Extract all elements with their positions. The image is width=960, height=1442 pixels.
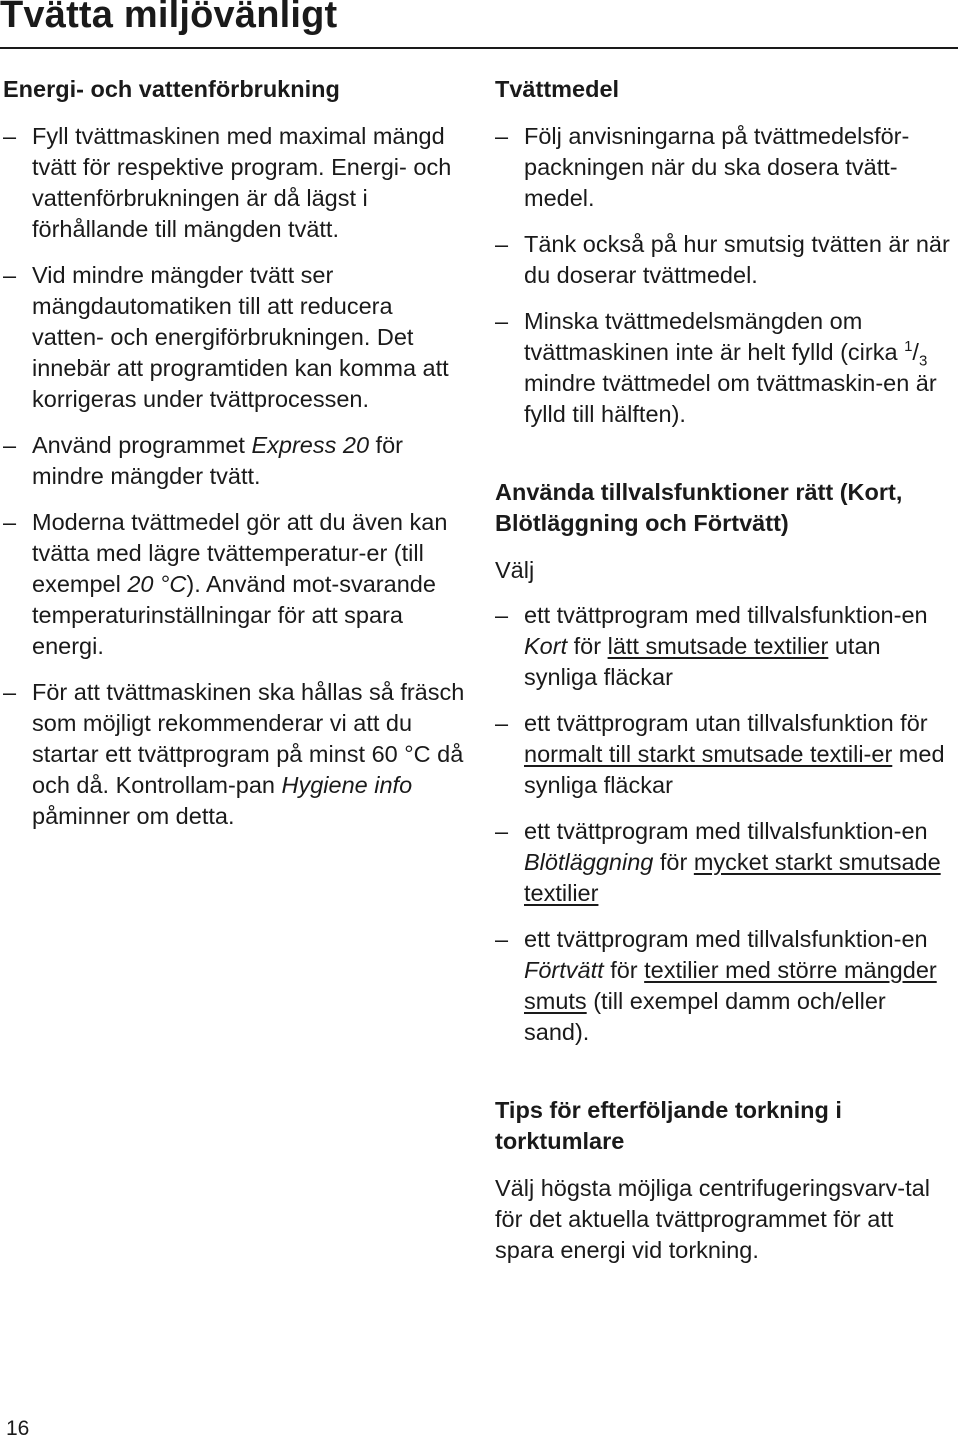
list-item-text: För att tvättmaskinen ska hållas så fräsch som möjligt rekommenderar vi att du startar ett tvättprogram på minst 60 °C då och då. Kontrollam-pan [32, 679, 465, 798]
dash-bullet: – [3, 432, 17, 458]
soil-level: lätt smutsade textilier [607, 633, 829, 659]
dash-bullet: – [3, 262, 17, 288]
dash-bullet: – [495, 308, 509, 334]
list-item-text: för [603, 957, 645, 983]
list-item-text: utan synliga fläckar [524, 633, 881, 690]
options-intro: Välj [495, 557, 535, 583]
section-heading-detergent: Tvättmedel [495, 76, 620, 102]
list-item-text: (till exempel damm och/eller sand). [524, 988, 886, 1045]
list-item-text: Använd programmet [32, 432, 252, 458]
options-list [495, 600, 955, 1048]
list-item-text: Fyll tvättmaskinen med maximal mängd tvätt för respektive program. Energi- och vattenförbrukningen är då lägst i förhållande till mängden tvätt. [32, 123, 452, 242]
soil-level: normalt till starkt smutsade textili-er [524, 741, 893, 767]
option-name: Förtvätt [524, 957, 604, 983]
dash-bullet: – [495, 926, 509, 952]
list-item-text: ett tvättprogram med tillvalsfunktion-en [524, 602, 928, 628]
dash-bullet: – [495, 123, 509, 149]
dash-bullet: – [3, 679, 17, 705]
list-item [495, 924, 955, 1048]
list-item-text: Minska tvättmedelsmängden om tvättmaskinen inte är helt fylld (cirka [524, 308, 905, 365]
list-item-text: mindre tvättmedel om tvättmaskin-en är fylld till hälften). [524, 370, 937, 427]
energy-list [3, 121, 469, 832]
list-item-text: Moderna tvättmedel gör att du även kan tvätta med lägre tvättemperatur-er (till exempel [32, 509, 448, 597]
dash-bullet: – [495, 818, 509, 844]
list-item [3, 430, 469, 492]
fraction-slash: / [912, 339, 919, 365]
section-heading-options: Använda tillvalsfunktioner rätt (Kort, Blötläggning och Förtvätt) [495, 479, 903, 536]
dash-bullet: – [495, 710, 509, 736]
dash-bullet: – [495, 231, 509, 257]
list-item [3, 507, 469, 662]
page-number: 16 [6, 1417, 30, 1440]
list-item-text: Följ anvisningarna på tvättmedelsför-packningen när du ska dosera tvätt-medel. [524, 123, 910, 211]
list-item-text: för [567, 633, 608, 659]
option-name: Blötläggning [524, 849, 654, 875]
list-item-text: ett tvättprogram med tillvalsfunktion-en [524, 926, 928, 952]
list-item [495, 229, 955, 291]
indicator-name: Hygiene info [281, 772, 413, 798]
right-column [495, 74, 955, 1280]
section-heading-drying: Tips för efterföljande torkning i torktumlare [495, 1097, 842, 1154]
list-item [3, 260, 469, 415]
list-item-text: Vid mindre mängder tvätt ser mängdautomatiken till att reducera vatten- och energiförbrukningen. Det innebär att programtiden kan komma att korrigeras under tvättprocessen. [32, 262, 449, 412]
dash-bullet: – [3, 123, 17, 149]
list-item [495, 121, 955, 214]
soil-level: mycket starkt smutsade textilier [524, 849, 941, 906]
list-item-text: ett tvättprogram med tillvalsfunktion-en [524, 818, 928, 844]
left-column [3, 74, 469, 847]
soil-level: textilier med större mängder smuts [524, 957, 937, 1014]
list-item [495, 708, 955, 801]
temperature-value: 20 °C [127, 571, 187, 597]
option-name: Kort [524, 633, 568, 659]
list-item-text: för [653, 849, 694, 875]
drying-text: Välj högsta möjliga centrifugeringsvarv-tal för det aktuella tvättprogrammet för att spara energi vid torkning. [495, 1175, 930, 1263]
detergent-list [495, 121, 955, 430]
program-name: Express 20 [251, 432, 370, 458]
list-item [3, 121, 469, 245]
list-item [495, 306, 955, 430]
list-item-text: ). Använd mot-svarande temperaturinställningar för att spara energi. [32, 571, 436, 659]
list-item [495, 816, 955, 909]
title-divider [0, 47, 958, 49]
list-item-text: för mindre mängder tvätt. [32, 432, 403, 489]
dash-bullet: – [495, 602, 509, 628]
list-item [3, 677, 469, 832]
list-item [495, 600, 955, 693]
dash-bullet: – [3, 509, 17, 535]
fraction-denominator: 3 [918, 352, 928, 370]
list-item-text: ett tvättprogram utan tillvalsfunktion för [524, 710, 928, 736]
list-item-text: Tänk också på hur smutsig tvätten är när du doserar tvättmedel. [524, 231, 950, 288]
fraction-numerator: 1 [904, 338, 913, 356]
list-item-text: påminner om detta. [32, 803, 235, 829]
section-heading-energy: Energi- och vattenförbrukning [3, 76, 340, 102]
page-title: Tvätta miljövänligt [0, 0, 338, 36]
list-item-text: med synliga fläckar [524, 741, 945, 798]
